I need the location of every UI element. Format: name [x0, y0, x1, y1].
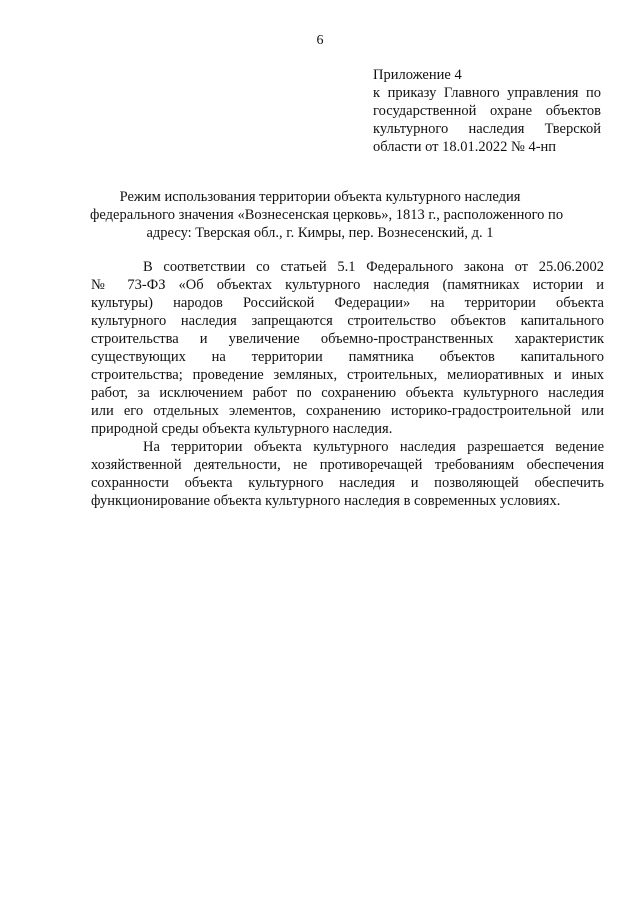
paragraph-line: № 73-ФЗ «Об объектах культурного наследия (памятниках истории и — [91, 277, 604, 293]
document-body — [91, 258, 604, 510]
title-line: федерального значения «Вознесенская церковь», 1813 г., расположенного по — [90, 207, 564, 223]
paragraph-line: культурного наследия запрещаются строительство объектов капитального — [91, 313, 604, 329]
page-number: 6 — [316, 33, 324, 48]
appendix-line: области от 18.01.2022 № 4-нп — [373, 139, 557, 155]
appendix-line: государственной охране объектов — [373, 103, 601, 119]
paragraph-line: строительства; проведение земляных, строительных, мелиоративных и иных — [91, 367, 604, 383]
paragraph-line: существующих на территории памятника объектов капитального — [91, 349, 604, 365]
appendix-header — [373, 66, 601, 156]
paragraph-line: На территории объекта культурного наследия разрешается ведение — [143, 439, 604, 455]
title-line: адресу: Тверская обл., г. Кимры, пер. Вознесенский, д. 1 — [146, 225, 494, 241]
paragraph-line: культуры) народов Российской Федерации» на территории объекта — [91, 295, 604, 311]
appendix-line: культурного наследия Тверской — [373, 121, 601, 137]
title-line: Режим использования территории объекта культурного наследия — [119, 189, 521, 205]
paragraph-line: работ, за исключением работ по сохранению объекта культурного наследия — [91, 385, 604, 401]
paragraph-line: хозяйственной деятельности, не противоречащей требованиям обеспечения — [91, 457, 604, 473]
paragraph-line: В соответствии со статьей 5.1 Федерального закона от 25.06.2002 — [143, 259, 604, 275]
document-title — [90, 188, 564, 242]
paragraph-line: природной среды объекта культурного наследия. — [91, 421, 393, 437]
appendix-line: к приказу Главного управления по — [373, 85, 601, 101]
paragraph-2 — [91, 438, 604, 510]
paragraph-1 — [91, 258, 604, 438]
paragraph-line: или его отдельных элементов, сохранению историко-градостроительной или — [91, 403, 604, 419]
paragraph-line: сохранности объекта культурного наследия и позволяющей обеспечить — [91, 475, 604, 491]
appendix-line: Приложение 4 — [373, 67, 462, 83]
paragraph-line: функционирование объекта культурного наследия в современных условиях. — [91, 493, 561, 509]
paragraph-line: строительства и увеличение объемно-пространственных характеристик — [91, 331, 604, 347]
